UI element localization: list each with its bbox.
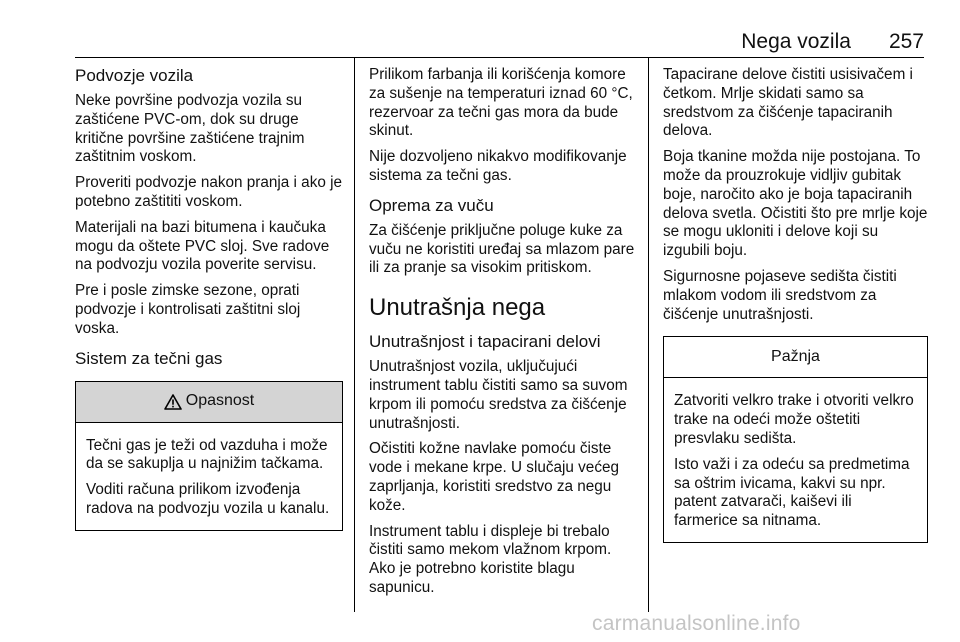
paragraph: Unutrašnjost vozila, uključujući instrument tablu čistiti samo sa suvom krpom ili pomoću sredstva za čišćenje unutrašnjosti. [369,358,628,432]
column-3 [663,66,928,543]
watermark: carmanualsonline.info [592,612,801,635]
paragraph: Tapacirane delove čistiti usisivačem i četkom. Mrlje skidati samo sa sredstvom za čišćenje tapaciranih delova. [663,66,913,140]
paragraph: Proveriti podvozje nakon pranja i ako je potebno zaštititi voskom. [75,174,343,210]
section-heading-unutrasnjost: Unutrašnjost i tapacirani delovi [369,332,601,352]
paragraph: Materijali na bazi bitumena i kaučuka mogu da oštete PVC sloj. Sve radove na podvozju vozila poverite servisu. [75,218,330,274]
page-number: 257 [888,30,924,53]
caution-paragraph: Isto važi i za odeću sa predmetima sa oštrim ivicama, kakvi su npr. patent zatvarači, kaiševi ili farmerice sa nitnama. [674,455,910,530]
caution-title: Pažnja [771,347,820,365]
warning-box-body [76,423,342,530]
section-heading-podvozje: Podvozje vozila [75,66,194,85]
caution-box-header [664,337,927,378]
column-divider [354,58,355,612]
paragraph: Očistiti kožne navlake pomoću čiste vode i mekane krpe. U slučaju većeg zaprljanja, koristiti sredstvo za negu kože. [369,440,619,514]
column-2 [369,66,637,605]
warning-triangle-icon [164,394,182,410]
section-heading-tecni-gas: Sistem za tečni gas [75,348,223,368]
section-title: Nega vozila [741,30,851,53]
caution-paragraph: Zatvoriti velkro trake i otvoriti velkro trake na odeći može oštetiti presvlaku sedišta. [674,392,914,447]
paragraph: Boja tkanine možda nije postojana. To može da prouzrokuje vidljiv gubitak boje, naročito ako je boja tapaciranih delova svetla. Očistiti što pre mrlje koje se mogu ukloniti i delove koji su izgubili boju. [663,148,928,260]
warning-title: Opasnost [185,392,255,410]
warning-box-header [76,382,342,423]
paragraph: Nije dozvoljeno nikakvo modifikovanje sistema za tečni gas. [369,148,627,184]
section-heading-oprema-za-vucu: Oprema za vuču [369,195,494,215]
column-divider [648,58,649,612]
header-divider [75,57,924,58]
paragraph: Za čišćenje priključne poluge kuke za vuču ne koristiti uređaj sa mlazom pare ili za pranje sa visokim pritiskom. [369,221,635,277]
caution-box [663,336,928,543]
paragraph: Pre i posle zimske sezone, oprati podvozje i kontrolisati zaštitni sloj voska. [75,282,301,337]
caution-box-body [664,378,927,542]
paragraph: Instrument tablu i displeje bi trebalo čistiti samo mekom vlažnom krpom. Ako je potrebno koristite blagu sapunicu. [369,522,612,596]
chapter-heading-unutrasnja-nega: Unutrašnja nega [369,294,546,322]
warning-box [75,381,343,531]
warning-paragraph: Voditi računa prilikom izvođenja radova na podvozju vozila u kanalu. [86,481,330,517]
warning-paragraph: Tečni gas je teži od vazduha i može da se sakuplja u najnižim tačkama. [86,436,328,473]
column-1 [75,66,343,531]
page-header [741,28,924,56]
paragraph: Sigurnosne pojaseve sedišta čistiti mlakom vodom ili sredstvom za čišćenje unutrašnjosti. [663,267,897,323]
paragraph: Neke površine podvozja vozila su zaštićene PVC-om, dok su druge kritične površine zaštićene trajnim zaštitnim voskom. [75,92,305,166]
paragraph: Prilikom farbanja ili korišćenja komore za sušenje na temperaturi iznad 60 °C, rezervoar za tečni gas mora da bude skinut. [369,66,633,140]
